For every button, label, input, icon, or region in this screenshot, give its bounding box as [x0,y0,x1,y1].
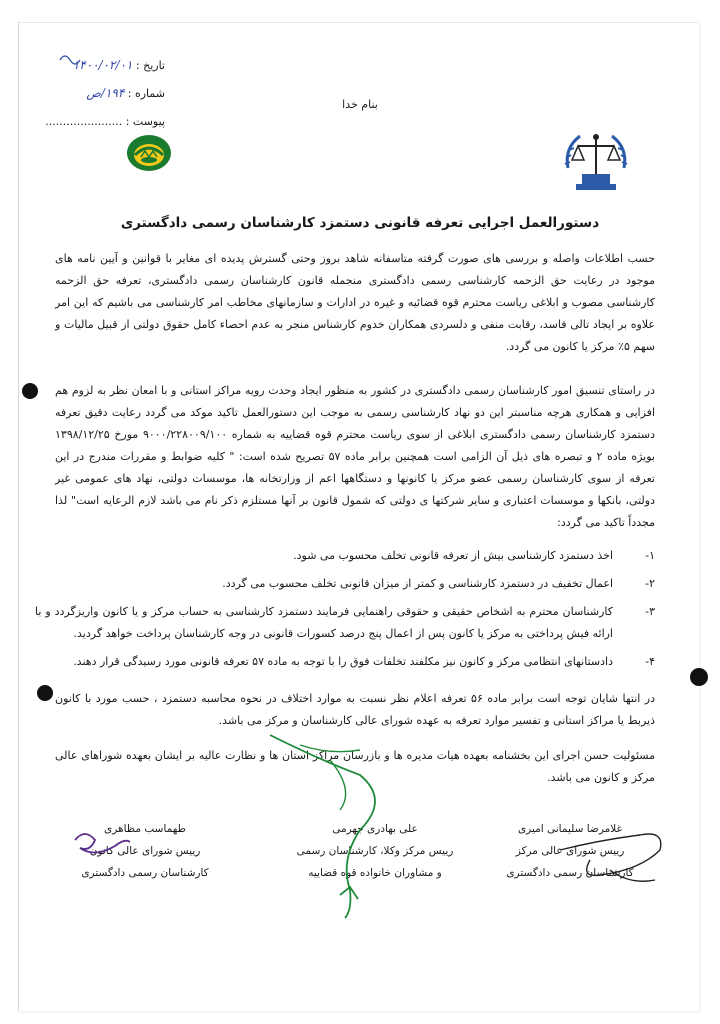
list-item [35,601,655,645]
list-item-text: دادستانهای انتظامی مرکز و کانون نیز مکلفند تخلفات فوق را با توجه به ماده ۵۷ تعرفه قانونی مورد رسیدگی قرار دهند. [73,655,613,668]
list-item [35,573,655,595]
date-line [15,58,165,72]
bismillah: بنام خدا [342,98,378,111]
list-item-text: اعمال تخفیف در دستمزد کارشناسی و کمتر از میزان قانونی تخلف محسوب می گردد. [222,577,613,590]
signature-block-center [285,818,465,884]
scales-of-justice-emblem-icon [560,128,632,198]
punch-hole [22,383,38,399]
directive-list [35,545,655,679]
attachment-line [15,115,165,128]
document-title: دستورالعمل اجرایی تعرفه قانونی دستمزد کارشناسان رسمی دادگستری [120,215,600,231]
list-item-text: کارشناسان محترم به اشخاص حقیقی و حقوقی راهنمایی فرمایند دستمزد کارشناسی به حساب مرکز و یا کانون واریزگردد و با ارائه فیش پرداختی به مرکز یا کانون پس از اعمال پنج درصد کسورات قانونی در وجه کارشناسان پرداخت خواهد گردید. [35,605,613,640]
attachment-dots: ...................... [45,115,123,128]
signatory-title: رییس مرکز وکلا، کارشناسان رسمی [296,845,454,857]
list-item-number: ۴- [645,655,655,668]
list-item-number: ۲- [645,577,655,590]
signatory-title: رییس شورای عالی کانون [89,845,201,857]
punch-hole [37,685,53,701]
number-label: شماره : [127,87,165,100]
date-label: تاریخ : [135,59,165,72]
signatory-org: کارشناسان رسمی دادگستری [81,867,209,879]
attachment-label: پیوست : [125,115,165,128]
signatory-name: طهماسب مظاهری [104,823,186,835]
date-value: ۱۴۰۰/۰۲/۰۱ [72,58,133,72]
signatory-org: و مشاوران خانواده قوه قضاییه [308,867,442,879]
punch-hole [690,668,708,686]
signature-block-left [70,818,220,884]
number-value: ۱۹۴/ص [86,86,125,100]
signatory-title: رییس شورای عالی مرکز [515,845,625,857]
list-item-number: ۱- [645,549,655,562]
list-item-text: اخذ دستمزد کارشناسی بیش از تعرفه قانونی تخلف محسوب می شود. [293,549,613,562]
closing-paragraph-1: در انتها شایان توجه است برابر ماده ۵۶ تعرفه اعلام نظر نسبت به موارد اختلاف در نحوه محاسبه دستمزد ، حسب مورد با کانون ذیربط یا مراکز استانی و تفسیر موارد تعرفه به عهده شورای عالی کارشناسان و مرکز می باشد. [55,692,655,727]
closing-paragraph-2: مسئولیت حسن اجرای این بخشنامه بعهده هیات مدیره ها و بازرسان مراکز استان ها و نظارت عالیه بر ایشان بعهده شوراهای عالی مرکز و کانون می باشد. [55,749,655,784]
signatory-name: غلامرضا سلیمانی امیری [517,823,623,835]
list-item-number: ۳- [645,605,655,618]
signature-block-right [495,818,645,884]
signatory-name: علی بهادری جهرمی [332,823,418,835]
paragraph-2: در راستای تنسیق امور کارشناسان رسمی دادگستری در کشور به منظور ایجاد وحدت رویه مراکز استانی و با امعان نظر به لزوم هم افزایی و همکاری هرچه مناسبتر این دو نهاد کارشناسی رسمی به موجب این دستورالعمل تاکید موکد می گردد رعایت دقیق تعرفه دستمزد کارشناسان رسمی دادگستری ابلاغی از سوی ریاست محترم قوه قضاییه به شماره ۹۰۰۰/۲۲۸۰۰۹/۱۰۰ مورخ ۱۳۹۸/۱۲/۲۵ بویژه ماده ۲ و تبصره های ذیل آن الزامی است همچنین برابر ماده ۵۷ تصریح شده است: " کلیه ضوابط و مقررات مندرج در این تعرفه از سوی کارشناسان رسمی عضو مرکز یا کانونها و دستگاهها اعم از وزارتخانه ها، موسسات دولتی، نهاد های عمومی غیر دولتی، بانکها و موسسات اعتباری و سایر شرکتها ی دولتی که شمول قانون بر آنها مستلزم ذکر نام می باشد لازم الرعایه است" لذا مجدداً تاکید می گردد: [55,384,655,529]
list-item [35,651,655,673]
list-item [35,545,655,567]
signatory-org: کارشناسان رسمی دادگستری [506,867,634,879]
paragraph-1: حسب اطلاعات واصله و بررسی های صورت گرفته متاسفانه شاهد بروز وحتی گسترش پدیده ای مغایر با قوانین و آیین نامه های موجود در رعایت حق الزحمه کارشناسی رسمی دادگستری منجمله قانون کارشناسان رسمی دادگستری، تعرفه حق الزحمه کارشناسی مصوب و ابلاغی ریاست محترم قوه قضائیه و غیره در ادارات و سازمانهای مخاطب امر کارشناسی می باشیم که این امر علاوه بر ایجاد تالی فاسد، رقابت منفی و دلسردی همکاران خدوم کارشناس منجر به عدم احصاء کامل حقوق دولتی از قبیل مالیات و سهم ۵٪ مرکز یا کانون می گردد. [55,252,655,353]
green-yellow-circular-logo-icon [125,133,173,173]
